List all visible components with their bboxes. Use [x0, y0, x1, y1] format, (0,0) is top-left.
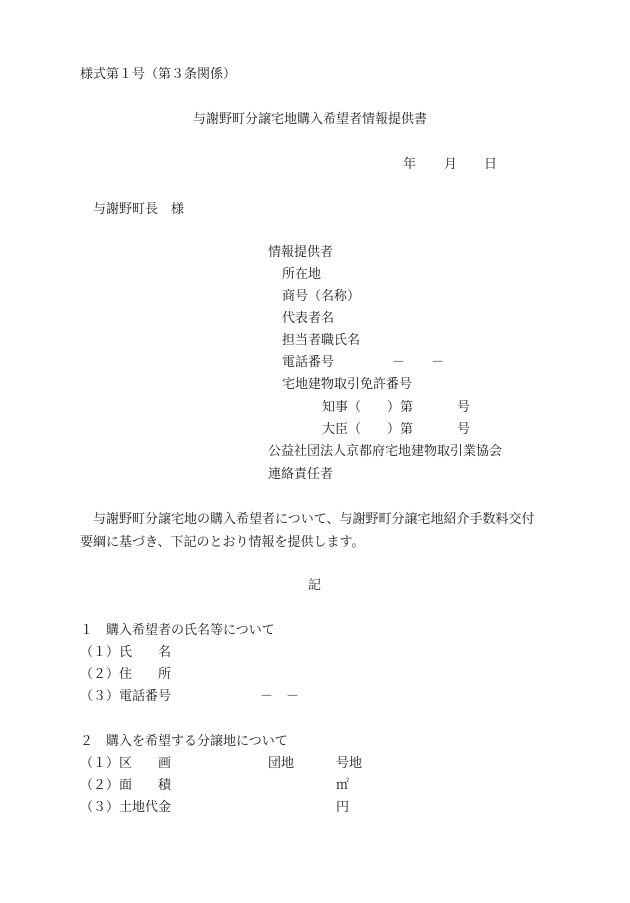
ki-heading: 記	[308, 578, 322, 593]
minister-license: 大臣（ ）第	[322, 422, 414, 437]
license-label: 宅地建物取引免許番号	[282, 377, 413, 392]
trade-name-label: 商号（名称）	[282, 289, 361, 304]
body-line-1: 与謝野町分譲宅地の購入希望者について、与謝野町分譲宅地紹介手数料交付	[93, 512, 535, 527]
association-name: 公益社団法人京都府宅地建物取引業協会	[268, 444, 503, 459]
section-2-item-lot: （１）区 画	[80, 756, 172, 771]
address-label: 所在地	[282, 267, 322, 282]
form-number: 様式第１号（第３条関係）	[80, 67, 237, 82]
governor-number-suffix: 号	[457, 400, 471, 415]
date-day: 日	[484, 157, 498, 172]
governor-license: 知事（ ）第	[322, 400, 414, 415]
staff-label: 担当者職氏名	[282, 333, 361, 348]
contact-label: 連絡責任者	[268, 467, 334, 482]
representative-label: 代表者名	[282, 311, 335, 326]
date-month: 月	[444, 157, 458, 172]
area-unit: ㎡	[336, 778, 350, 793]
section-1-item-name: （１）氏 名	[80, 645, 172, 660]
addressee: 与謝野町長 様	[93, 202, 185, 217]
section-1-heading: １ 購入希望者の氏名等について	[80, 623, 275, 638]
date-year: 年	[403, 157, 417, 172]
provider-heading: 情報提供者	[268, 245, 334, 260]
document-title: 与謝野町分譲宅地購入希望者情報提供書	[193, 112, 428, 127]
body-line-2: 要綱に基づき、下記のとおり情報を提供します。	[80, 535, 365, 550]
lot-label: 号地	[336, 756, 363, 771]
phone-label: 電話番号	[282, 355, 335, 370]
phone-separators: － －	[392, 355, 445, 370]
minister-number-suffix: 号	[457, 422, 471, 437]
block-label: 団地	[268, 756, 295, 771]
section-1-item-phone: （３）電話番号	[80, 689, 172, 704]
section-2-item-area: （２）面 積	[80, 778, 172, 793]
section-2-item-price: （３）土地代金	[80, 800, 172, 815]
section-1-phone-separators: － －	[260, 689, 300, 704]
section-1-item-address: （２）住 所	[80, 667, 172, 682]
section-2-heading: ２ 購入を希望する分譲地について	[80, 734, 288, 749]
price-unit: 円	[336, 800, 350, 815]
